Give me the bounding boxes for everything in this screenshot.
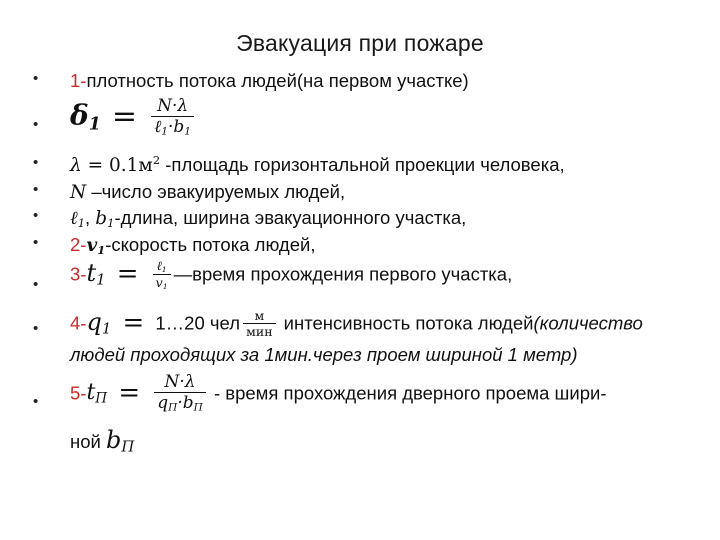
equals-sign: = (122, 308, 145, 338)
item-text: -скорость потока людей, (105, 234, 316, 255)
item-text: —время прохождения первого участка, (173, 263, 513, 285)
bullet: • (33, 181, 39, 198)
time-symbol: $t_1$ (86, 259, 106, 290)
bullet: • (33, 116, 39, 133)
item-text: ной (70, 431, 106, 452)
formula-density-lhs: $\delta_1$ (70, 99, 101, 135)
item-note: (количество (533, 312, 643, 334)
length-symbol: ℓ$_1$ (70, 208, 86, 230)
unit-numerator: м (243, 308, 275, 324)
fraction-denominator: $q_П\cdot b_П$ (157, 393, 203, 415)
item-number: 4- (70, 312, 87, 334)
lambda-symbol: λ (70, 155, 82, 176)
bullet: • (33, 234, 39, 251)
bullet: • (33, 320, 39, 337)
area-value: = $0.1м^2$ (87, 153, 161, 176)
time-fraction (153, 258, 171, 291)
bullet: • (33, 70, 39, 87)
equals-sign: = (111, 99, 138, 135)
item-number: 3- (70, 263, 87, 285)
width-symbol: $b_П$ (105, 426, 135, 456)
bullet: • (33, 207, 39, 224)
item-text: интенсивность потока людей (278, 312, 534, 334)
range-value: 1…20 чел (155, 312, 240, 334)
door-time-fraction (154, 372, 206, 415)
fraction-numerator: N·λ (154, 372, 206, 393)
item-text: -длина, ширина эвакуационного участка, (114, 207, 467, 228)
item-number: 5- (70, 382, 87, 404)
fraction-denominator: $\ell_1\cdot b_1$ (154, 117, 191, 139)
velocity-symbol: $v_1$ (86, 235, 106, 257)
time-symbol: $t_П$ (86, 379, 108, 407)
bullet: • (33, 154, 39, 171)
fraction-denominator: $v_1$ (155, 275, 168, 292)
bullet: • (33, 276, 39, 293)
formula-density-fraction (151, 96, 194, 139)
item-text: плотность потока людей(на первом участке) (86, 70, 469, 91)
width-symbol: $b_1$ (95, 208, 115, 230)
fraction-numerator: ℓ$_1$ (153, 258, 171, 275)
flow-symbol: $q_1$ (86, 308, 112, 339)
slide-title: Эвакуация при пожаре (236, 30, 484, 56)
item-number: 1- (70, 70, 87, 91)
bullet: • (33, 393, 39, 410)
fraction-numerator: N·λ (151, 96, 194, 117)
unit-denominator: мин (246, 324, 273, 340)
item-text: –число эвакуируемых людей, (86, 181, 346, 202)
equals-sign: = (116, 259, 139, 290)
item-text: -площадь горизонтальной проекции человека, (160, 154, 565, 175)
item-note-continuation: людей проходящих за 1мин.через проем шириной 1 метр) (70, 344, 578, 365)
unit-fraction (243, 308, 275, 339)
item-text-continuation (70, 426, 700, 457)
n-symbol: N (70, 182, 87, 203)
item-number: 2- (70, 234, 87, 255)
item-text: - время прохождения дверного проема шири- (208, 382, 607, 404)
equals-sign: = (118, 377, 141, 408)
separator: , (85, 207, 96, 228)
